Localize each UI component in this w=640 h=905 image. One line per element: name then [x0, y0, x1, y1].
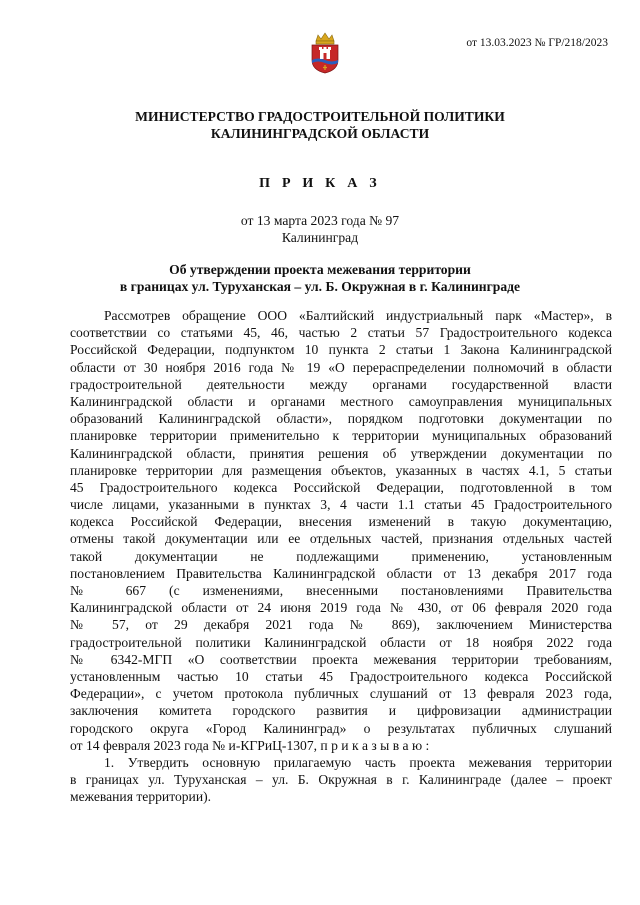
- order-subject-line: Об утверждении проекта межевания территории: [169, 262, 471, 277]
- order-body: [70, 307, 612, 805]
- order-title: П Р И К А З: [259, 176, 381, 191]
- body-line: отмены такой документации или ее отдельных частей, признания отдельных частей: [70, 531, 612, 547]
- ministry-name-line: КАЛИНИНГРАДСКОЙ ОБЛАСТИ: [210, 126, 430, 141]
- body-line: постановлением Правительства Калининградской области от 13 декабря 2017 года: [70, 565, 612, 581]
- ministry-name: [0, 108, 640, 142]
- body-line: Российской Федерации, подпунктом 10 пункта 2 статьи 1 Закона Калининградской: [70, 342, 612, 358]
- body-line: Калининградской области и органами местного самоуправления муниципальных: [70, 393, 612, 409]
- body-line: Калининградской области от 24 июня 2019 года № 430, от 06 февраля 2020 года: [70, 600, 612, 616]
- order-city: Калининград: [281, 230, 359, 245]
- order-subject-line: в границах ул. Туруханская – ул. Б. Окружная в г. Калининграде: [119, 279, 521, 294]
- body-line: 1. Утвердить основную прилагаемую часть проекта межевания территории: [104, 754, 612, 770]
- order-subject: [0, 261, 640, 295]
- body-line: от 14 февраля 2023 года № и-КГРиЦ-1307, п р и к а з ы в а ю :: [70, 737, 430, 753]
- order-date: от 13 марта 2023 года № 97: [240, 213, 400, 228]
- body-line: образований Калининградской области», порядком подготовки документации по: [70, 411, 612, 427]
- body-line: в границах ул. Туруханская – ул. Б. Окружная в г. Калининграде (далее – проект: [70, 772, 612, 788]
- ministry-name-line: МИНИСТЕРСТВО ГРАДОСТРОИТЕЛЬНОЙ ПОЛИТИКИ: [135, 109, 505, 124]
- body-line: кодекса Российской Федерации, внесения изменений в такую документацию,: [70, 514, 612, 530]
- body-line: планировке территории для размещения объектов, указанных в частях 4.1, 5 статьи: [70, 462, 612, 478]
- order-date-block: [0, 212, 640, 246]
- body-line: Калининградской области, принятия решения об утверждении документации по: [70, 445, 612, 461]
- body-line: соответствии со статьями 45, 46, частью 2 статьи 57 Градостроительного кодекса: [70, 325, 612, 341]
- body-line: 45 Градостроительного кодекса Российской Федерации, подготовленной в том: [70, 479, 612, 495]
- body-line: Рассмотрев обращение ООО «Балтийский индустриальный парк «Мастер», в: [104, 308, 612, 323]
- body-line: заключения комитета городского развития и цифровизации администрации: [70, 703, 612, 719]
- body-line: области от 30 ноября 2016 года № 19 «О перераспределении полномочий в области: [70, 359, 612, 375]
- registration-number: от 13.03.2023 № ГР/218/2023: [466, 37, 608, 49]
- body-line: № 6342-МГП «О соответствии проекта межевания территории требованиям,: [70, 651, 612, 667]
- body-line: № 57, от 29 декабря 2021 года № 869), заключением Министерства: [70, 617, 612, 633]
- body-line: городского округа «Город Калининград» о результатах публичных слушаний: [70, 720, 612, 736]
- body-line: межевания территории).: [70, 789, 212, 805]
- kaliningrad-coat-of-arms-icon: [308, 32, 342, 74]
- body-line: № 667 (с изменениями, внесенными постановлениями Правительства: [70, 583, 612, 598]
- body-line: установленным частью 10 статьи 45 Градостроительного кодекса Российской: [70, 668, 612, 684]
- body-line: градостроительной деятельности между органами государственной власти: [70, 376, 612, 392]
- body-line: Федерации», с учетом протокола публичных слушаний от 13 февраля 2023 года,: [70, 686, 612, 702]
- body-line: числе лицами, указанными в пунктах 3, 4 части 1.1 статьи 45 Градостроительного: [70, 497, 612, 513]
- body-line: градостроительной политики Калининградской области от 18 ноября 2022 года: [70, 634, 612, 650]
- body-line: такой документации не подлежащими применению, установленным: [70, 548, 612, 564]
- body-line: планировке территории применительно к территории муниципальных образований: [70, 428, 612, 444]
